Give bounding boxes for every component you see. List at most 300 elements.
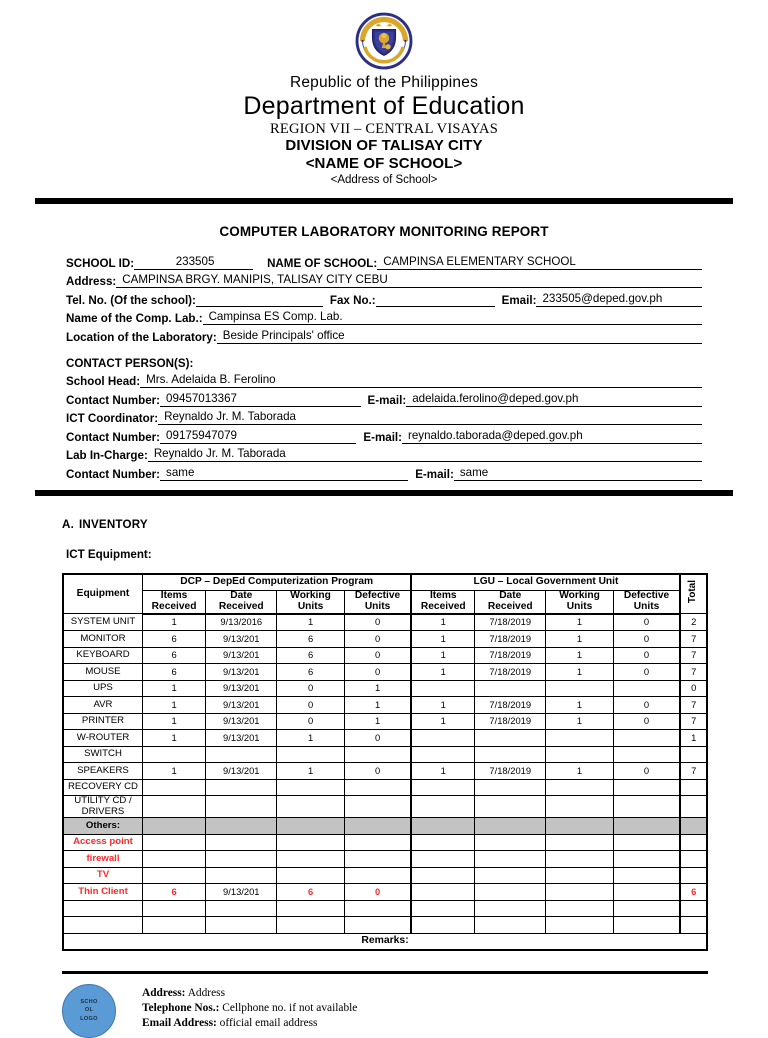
cell-dcp-defective[interactable]	[344, 851, 411, 868]
cell-dcp-defective[interactable]	[344, 834, 411, 851]
cell-dcp-defective[interactable]	[344, 796, 411, 818]
cell-lgu-defective[interactable]	[613, 884, 680, 901]
cell-equipment: MONITOR	[63, 631, 142, 648]
cell-lgu-date[interactable]	[475, 917, 546, 934]
cell-equipment: UPS	[63, 680, 142, 697]
table-row	[63, 647, 707, 664]
footer-address-label: Address:	[142, 986, 186, 999]
cell-lgu-date[interactable]	[475, 884, 546, 901]
cell-dcp-date[interactable]: 9/13/201	[206, 697, 277, 714]
cell-equipment: MOUSE	[63, 664, 142, 681]
ict-coordinator-value[interactable]: Reynaldo Jr. M. Taborada	[158, 410, 702, 425]
cell-total[interactable]: 7	[680, 697, 707, 714]
address-label: Address:	[66, 275, 117, 289]
school-head-email-label: E-mail:	[367, 393, 407, 407]
cell-lgu-working[interactable]: 1	[546, 664, 613, 681]
cell-lgu-working[interactable]: 1	[546, 631, 613, 648]
table-group-header-row	[63, 574, 707, 591]
cell-lgu-items[interactable]: 1	[411, 664, 474, 681]
cell-equipment: KEYBOARD	[63, 647, 142, 664]
lab-name-value[interactable]: Campinsa ES Comp. Lab.	[203, 310, 702, 325]
cell-dcp-date[interactable]: 9/13/201	[206, 680, 277, 697]
cell-dcp-defective[interactable]: 0	[344, 614, 411, 631]
cell-dcp-date[interactable]	[206, 834, 277, 851]
cell-dcp-items[interactable]	[142, 746, 205, 763]
cell-lgu-items[interactable]	[411, 779, 474, 796]
contact-persons-section	[66, 357, 702, 481]
cell-total[interactable]	[680, 917, 707, 934]
header-total	[680, 574, 707, 614]
cell-lgu-defective[interactable]	[613, 746, 680, 763]
cell-lgu-items[interactable]: 1	[411, 614, 474, 631]
cell-dcp-items[interactable]: 1	[142, 763, 205, 780]
cell-dcp-working[interactable]	[277, 746, 344, 763]
lab-contact-value[interactable]: same	[160, 466, 408, 481]
inventory-table-wrapper	[62, 573, 708, 952]
cell-dcp-items[interactable]	[142, 818, 205, 835]
cell-dcp-items[interactable]: 1	[142, 614, 205, 631]
table-row	[63, 917, 707, 934]
table-row	[63, 796, 707, 818]
cell-equipment	[63, 900, 142, 917]
cell-remarks[interactable]: Remarks:	[63, 933, 707, 950]
field-row-lab-contact	[66, 466, 702, 481]
cell-equipment: AVR	[63, 697, 142, 714]
cell-lgu-date[interactable]: 7/18/2019	[475, 697, 546, 714]
cell-lgu-items[interactable]	[411, 730, 474, 747]
cell-total[interactable]: 7	[680, 713, 707, 730]
cell-dcp-date[interactable]	[206, 851, 277, 868]
cell-dcp-defective[interactable]	[344, 779, 411, 796]
field-row-school-head-contact	[66, 392, 702, 407]
cell-dcp-defective[interactable]: 1	[344, 697, 411, 714]
header-dcp-items-received: Items Received	[142, 591, 205, 614]
cell-equipment: firewall	[63, 851, 142, 868]
table-row	[63, 763, 707, 780]
cell-lgu-date[interactable]: 7/18/2019	[475, 614, 546, 631]
cell-dcp-items[interactable]	[142, 917, 205, 934]
footer-address-line	[142, 986, 357, 1001]
field-row-lab-location	[66, 329, 702, 344]
cell-lgu-items[interactable]	[411, 867, 474, 884]
cell-dcp-working[interactable]: 6	[277, 664, 344, 681]
cell-total[interactable]	[680, 796, 707, 818]
cell-lgu-working[interactable]: 1	[546, 697, 613, 714]
logo-line-2: OL	[84, 1007, 94, 1014]
cell-dcp-items[interactable]: 6	[142, 664, 205, 681]
name-of-school-value[interactable]: CAMPINSA ELEMENTARY SCHOOL	[377, 255, 702, 270]
table-remarks-row	[63, 933, 707, 950]
cell-dcp-items[interactable]: 1	[142, 680, 205, 697]
lab-incharge-label: Lab In-Charge:	[66, 449, 148, 463]
cell-lgu-date[interactable]	[475, 746, 546, 763]
field-row-lab-incharge	[66, 447, 702, 462]
cell-lgu-items[interactable]: 1	[411, 697, 474, 714]
school-head-email-value[interactable]: adelaida.ferolino@deped.gov.ph	[406, 392, 702, 407]
cell-total[interactable]: 6	[680, 884, 707, 901]
cell-lgu-working[interactable]	[546, 884, 613, 901]
letterhead	[0, 0, 768, 188]
lab-contact-label: Contact Number:	[66, 467, 161, 481]
field-row-ict-coordinator	[66, 410, 702, 425]
cell-lgu-working[interactable]: 1	[546, 713, 613, 730]
cell-equipment: Access point	[63, 834, 142, 851]
cell-dcp-defective[interactable]: 0	[344, 884, 411, 901]
cell-equipment: UTILITY CD / DRIVERS	[63, 796, 142, 818]
footer	[62, 984, 708, 1038]
cell-dcp-items[interactable]	[142, 867, 205, 884]
cell-dcp-working[interactable]: 1	[277, 730, 344, 747]
table-row	[63, 900, 707, 917]
cell-equipment: PRINTER	[63, 713, 142, 730]
cell-dcp-working[interactable]: 0	[277, 713, 344, 730]
table-row	[63, 818, 707, 835]
cell-dcp-working[interactable]	[277, 834, 344, 851]
cell-total[interactable]	[680, 818, 707, 835]
cell-lgu-defective[interactable]: 0	[613, 647, 680, 664]
cell-dcp-date[interactable]	[206, 796, 277, 818]
cell-dcp-items[interactable]	[142, 779, 205, 796]
footer-divider-rule	[62, 971, 708, 974]
header-divider-rule	[35, 198, 733, 204]
email-value[interactable]: 233505@deped.gov.ph	[536, 292, 702, 307]
school-logo-placeholder-icon	[62, 984, 116, 1038]
cell-dcp-date[interactable]: 9/13/201	[206, 631, 277, 648]
lab-name-label: Name of the Comp. Lab.:	[66, 312, 203, 326]
cell-lgu-working[interactable]: 1	[546, 614, 613, 631]
cell-lgu-working[interactable]: 1	[546, 647, 613, 664]
fax-label: Fax No.:	[329, 293, 376, 307]
cell-lgu-working[interactable]	[546, 900, 613, 917]
header-lgu-working-units: Working Units	[546, 591, 613, 614]
cell-lgu-date[interactable]	[475, 796, 546, 818]
report-title: COMPUTER LABORATORY MONITORING REPORT	[219, 223, 549, 239]
cell-dcp-working[interactable]: 6	[277, 647, 344, 664]
cell-dcp-date[interactable]: 9/13/201	[206, 763, 277, 780]
cell-dcp-defective[interactable]: 1	[344, 713, 411, 730]
cell-dcp-defective[interactable]: 0	[344, 730, 411, 747]
cell-lgu-defective[interactable]: 0	[613, 763, 680, 780]
cell-dcp-working[interactable]: 1	[277, 614, 344, 631]
cell-lgu-items[interactable]	[411, 818, 474, 835]
school-head-contact-value[interactable]: 09457013367	[160, 392, 360, 407]
school-head-value[interactable]: Mrs. Adelaida B. Ferolino	[140, 373, 702, 388]
contact-divider-rule	[35, 490, 733, 496]
cell-lgu-defective[interactable]	[613, 834, 680, 851]
cell-lgu-date[interactable]: 7/18/2019	[475, 647, 546, 664]
lab-email-label: E-mail:	[415, 467, 454, 481]
cell-dcp-working[interactable]: 6	[277, 884, 344, 901]
school-id-label: SCHOOL ID:	[66, 256, 135, 270]
cell-total[interactable]	[680, 900, 707, 917]
division-line: DIVISION OF TALISAY CITY	[285, 137, 483, 155]
cell-lgu-defective[interactable]	[613, 917, 680, 934]
cell-dcp-defective[interactable]: 0	[344, 631, 411, 648]
fax-value[interactable]	[376, 305, 495, 307]
cell-dcp-date[interactable]: 9/13/201	[206, 664, 277, 681]
cell-lgu-working[interactable]	[546, 851, 613, 868]
table-row	[63, 664, 707, 681]
footer-telephone-line	[142, 1001, 357, 1016]
table-row	[63, 614, 707, 631]
cell-lgu-date[interactable]	[475, 900, 546, 917]
cell-total[interactable]: 2	[680, 614, 707, 631]
cell-dcp-defective[interactable]	[344, 900, 411, 917]
cell-lgu-date[interactable]: 7/18/2019	[475, 763, 546, 780]
deped-seal-icon	[355, 12, 413, 70]
department-line: Department of Education	[243, 91, 525, 120]
school-id-value[interactable]: 233505	[134, 255, 253, 270]
footer-email-label: Email Address:	[142, 1016, 217, 1029]
cell-total[interactable]	[680, 834, 707, 851]
cell-lgu-date[interactable]: 7/18/2019	[475, 713, 546, 730]
cell-lgu-date[interactable]	[475, 779, 546, 796]
inventory-section-title: INVENTORY	[79, 517, 148, 531]
table-row	[63, 730, 707, 747]
tel-value[interactable]	[196, 305, 323, 307]
table-row	[63, 697, 707, 714]
ict-contact-label: Contact Number:	[66, 430, 161, 444]
inventory-table-body	[63, 614, 707, 951]
address-value[interactable]: CAMPINSA BRGY. MANIPIS, TALISAY CITY CEBU	[116, 273, 702, 288]
cell-lgu-items[interactable]: 1	[411, 647, 474, 664]
header-dcp-working-units: Working Units	[277, 591, 344, 614]
school-head-contact-label: Contact Number:	[66, 393, 161, 407]
ict-coordinator-label: ICT Coordinator:	[66, 412, 159, 426]
cell-lgu-working[interactable]	[546, 867, 613, 884]
school-address-line: <Address of School>	[330, 173, 438, 186]
cell-total[interactable]: 7	[680, 631, 707, 648]
cell-equipment: SYSTEM UNIT	[63, 614, 142, 631]
cell-lgu-date[interactable]: 7/18/2019	[475, 631, 546, 648]
cell-dcp-working[interactable]	[277, 796, 344, 818]
inventory-table	[62, 573, 708, 952]
ict-email-value[interactable]: reynaldo.taborada@deped.gov.ph	[402, 429, 702, 444]
cell-lgu-items[interactable]	[411, 834, 474, 851]
cell-lgu-defective[interactable]: 0	[613, 697, 680, 714]
cell-dcp-date[interactable]: 9/13/201	[206, 730, 277, 747]
cell-lgu-defective[interactable]	[613, 867, 680, 884]
footer-contact-text	[142, 986, 357, 1031]
cell-lgu-working[interactable]	[546, 730, 613, 747]
cell-lgu-date[interactable]	[475, 834, 546, 851]
table-row	[63, 834, 707, 851]
cell-dcp-working[interactable]: 0	[277, 680, 344, 697]
cell-dcp-items[interactable]: 1	[142, 730, 205, 747]
lab-email-value[interactable]: same	[454, 466, 702, 481]
ict-contact-value[interactable]: 09175947079	[160, 429, 356, 444]
cell-equipment	[63, 917, 142, 934]
cell-dcp-defective[interactable]: 1	[344, 680, 411, 697]
field-row-tel-fax-email	[66, 292, 702, 307]
cell-dcp-date[interactable]	[206, 818, 277, 835]
cell-lgu-working[interactable]	[546, 680, 613, 697]
cell-equipment: Thin Client	[63, 884, 142, 901]
header-total-label: Total	[687, 580, 699, 604]
cell-equipment: RECOVERY CD	[63, 779, 142, 796]
cell-dcp-date[interactable]	[206, 900, 277, 917]
cell-dcp-items[interactable]: 1	[142, 697, 205, 714]
cell-dcp-working[interactable]	[277, 917, 344, 934]
school-head-label: School Head:	[66, 375, 141, 389]
footer-telephone-label: Telephone Nos.:	[142, 1001, 220, 1014]
footer-address-value: Address	[187, 986, 226, 999]
cell-lgu-date[interactable]	[475, 867, 546, 884]
cell-lgu-defective[interactable]	[613, 818, 680, 835]
cell-total[interactable]	[680, 779, 707, 796]
cell-lgu-defective[interactable]: 0	[613, 713, 680, 730]
cell-dcp-items[interactable]	[142, 900, 205, 917]
header-lgu-date-received: Date Received	[475, 591, 546, 614]
cell-dcp-date[interactable]: 9/13/201	[206, 884, 277, 901]
header-group-dcp: DCP – DepEd Computerization Program	[142, 574, 411, 591]
inventory-table-head	[63, 574, 707, 614]
logo-line-3: LOGO	[80, 1015, 98, 1022]
cell-dcp-working[interactable]	[277, 818, 344, 835]
cell-lgu-defective[interactable]	[613, 900, 680, 917]
school-name-line: <NAME OF SCHOOL>	[305, 155, 463, 173]
region-line: REGION VII – CENTRAL VISAYAS	[270, 120, 498, 137]
cell-dcp-working[interactable]	[277, 867, 344, 884]
table-row	[63, 631, 707, 648]
cell-lgu-items[interactable]: 1	[411, 631, 474, 648]
cell-dcp-defective[interactable]	[344, 818, 411, 835]
ict-email-label: E-mail:	[363, 430, 402, 444]
cell-dcp-date[interactable]	[206, 917, 277, 934]
cell-lgu-items[interactable]	[411, 796, 474, 818]
table-row	[63, 713, 707, 730]
cell-dcp-defective[interactable]	[344, 867, 411, 884]
cell-lgu-items[interactable]: 1	[411, 763, 474, 780]
cell-equipment: W-ROUTER	[63, 730, 142, 747]
cell-lgu-defective[interactable]	[613, 730, 680, 747]
cell-total[interactable]	[680, 851, 707, 868]
field-row-school-id	[66, 255, 702, 270]
cell-dcp-working[interactable]	[277, 900, 344, 917]
cell-dcp-date[interactable]: 9/13/2016	[206, 614, 277, 631]
cell-total[interactable]: 0	[680, 680, 707, 697]
cell-dcp-working[interactable]: 6	[277, 631, 344, 648]
school-info-form	[66, 255, 702, 344]
cell-total[interactable]: 7	[680, 647, 707, 664]
cell-dcp-defective[interactable]: 0	[344, 664, 411, 681]
inventory-heading	[62, 518, 768, 531]
cell-dcp-working[interactable]	[277, 779, 344, 796]
cell-dcp-date[interactable]: 9/13/201	[206, 647, 277, 664]
lab-location-label: Location of the Laboratory:	[66, 330, 217, 344]
cell-dcp-defective[interactable]	[344, 746, 411, 763]
cell-dcp-defective[interactable]: 0	[344, 647, 411, 664]
cell-lgu-defective[interactable]: 0	[613, 631, 680, 648]
cell-dcp-working[interactable]: 0	[277, 697, 344, 714]
header-lgu-defective-units: Defective Units	[613, 591, 680, 614]
cell-total[interactable]: 7	[680, 664, 707, 681]
cell-lgu-items[interactable]	[411, 851, 474, 868]
cell-lgu-date[interactable]	[475, 818, 546, 835]
cell-dcp-items[interactable]	[142, 796, 205, 818]
cell-dcp-items[interactable]: 6	[142, 884, 205, 901]
tel-label: Tel. No. (Of the school):	[66, 293, 196, 307]
cell-total[interactable]	[680, 867, 707, 884]
field-row-ict-contact	[66, 429, 702, 444]
cell-lgu-date[interactable]	[475, 851, 546, 868]
cell-dcp-working[interactable]: 1	[277, 763, 344, 780]
footer-email-value: official email address	[219, 1016, 318, 1029]
ict-equipment-subtitle: ICT Equipment:	[66, 547, 152, 561]
cell-lgu-defective[interactable]	[613, 851, 680, 868]
cell-lgu-items[interactable]	[411, 680, 474, 697]
cell-lgu-date[interactable]	[475, 730, 546, 747]
cell-dcp-defective[interactable]	[344, 917, 411, 934]
cell-lgu-items[interactable]	[411, 884, 474, 901]
inventory-section-letter: A.	[62, 517, 74, 531]
cell-equipment: Others:	[63, 818, 142, 835]
cell-lgu-working[interactable]	[546, 834, 613, 851]
cell-lgu-working[interactable]	[546, 796, 613, 818]
cell-lgu-items[interactable]	[411, 917, 474, 934]
republic-line: Republic of the Philippines	[289, 74, 479, 91]
cell-lgu-defective[interactable]: 0	[613, 664, 680, 681]
header-group-lgu: LGU – Local Government Unit	[411, 574, 680, 591]
cell-lgu-items[interactable]: 1	[411, 713, 474, 730]
cell-dcp-date[interactable]	[206, 867, 277, 884]
cell-lgu-working[interactable]: 1	[546, 763, 613, 780]
header-equipment: Equipment	[63, 574, 142, 614]
email-label: Email:	[501, 293, 537, 307]
cell-lgu-defective[interactable]	[613, 779, 680, 796]
cell-lgu-date[interactable]	[475, 680, 546, 697]
cell-dcp-items[interactable]: 1	[142, 713, 205, 730]
lab-incharge-value[interactable]: Reynaldo Jr. M. Taborada	[148, 447, 702, 462]
cell-equipment: SPEAKERS	[63, 763, 142, 780]
cell-total[interactable]: 1	[680, 730, 707, 747]
table-row	[63, 867, 707, 884]
cell-lgu-items[interactable]	[411, 900, 474, 917]
table-row	[63, 884, 707, 901]
footer-telephone-value: Cellphone no. if not available	[222, 1001, 358, 1014]
lab-location-value[interactable]: Beside Principals' office	[217, 329, 702, 344]
field-row-school-head	[66, 373, 702, 388]
table-row	[63, 746, 707, 763]
cell-dcp-items[interactable]: 6	[142, 647, 205, 664]
table-subheader-row	[63, 591, 707, 614]
cell-dcp-date[interactable]	[206, 746, 277, 763]
cell-lgu-working[interactable]	[546, 779, 613, 796]
cell-lgu-defective[interactable]	[613, 680, 680, 697]
cell-dcp-items[interactable]	[142, 851, 205, 868]
cell-dcp-items[interactable]: 6	[142, 631, 205, 648]
name-of-school-label: NAME OF SCHOOL:	[267, 256, 378, 270]
cell-lgu-items[interactable]	[411, 746, 474, 763]
cell-total[interactable]	[680, 746, 707, 763]
cell-dcp-date[interactable]: 9/13/201	[206, 713, 277, 730]
cell-lgu-defective[interactable]: 0	[613, 614, 680, 631]
cell-dcp-defective[interactable]: 0	[344, 763, 411, 780]
cell-lgu-working[interactable]	[546, 818, 613, 835]
cell-total[interactable]: 7	[680, 763, 707, 780]
header-dcp-date-received: Date Received	[206, 591, 277, 614]
cell-dcp-working[interactable]	[277, 851, 344, 868]
cell-dcp-date[interactable]	[206, 779, 277, 796]
table-row	[63, 851, 707, 868]
cell-equipment: SWITCH	[63, 746, 142, 763]
cell-lgu-working[interactable]	[546, 746, 613, 763]
cell-dcp-items[interactable]	[142, 834, 205, 851]
cell-lgu-date[interactable]: 7/18/2019	[475, 664, 546, 681]
cell-lgu-working[interactable]	[546, 917, 613, 934]
header-dcp-defective-units: Defective Units	[344, 591, 411, 614]
cell-lgu-defective[interactable]	[613, 796, 680, 818]
